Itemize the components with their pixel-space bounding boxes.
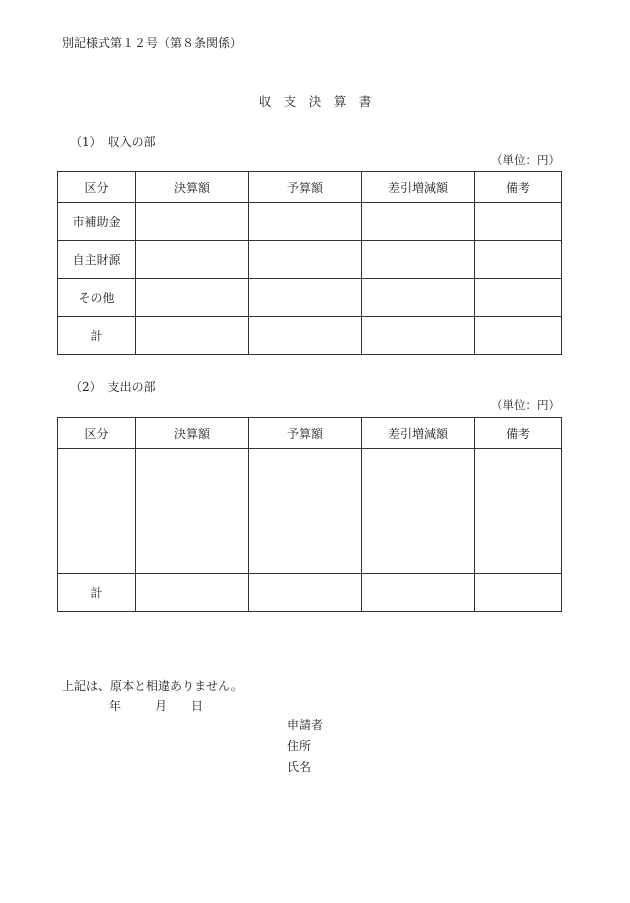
table-cell xyxy=(362,241,475,279)
table-cell xyxy=(249,203,362,241)
table-row xyxy=(58,241,562,279)
date-line xyxy=(109,700,203,712)
table-cell xyxy=(362,203,475,241)
expense-header-row xyxy=(58,418,562,449)
income-row-label: 市補助金 xyxy=(58,203,136,241)
table-cell xyxy=(136,574,249,612)
expense-header-category: 区分 xyxy=(58,418,136,449)
table-cell xyxy=(249,279,362,317)
income-row-label: その他 xyxy=(58,279,136,317)
table-cell xyxy=(362,279,475,317)
certification-statement: 上記は、原本と相違ありません。 xyxy=(62,679,243,693)
table-cell xyxy=(362,574,475,612)
date-year-label: 年 xyxy=(109,699,122,713)
income-table xyxy=(57,171,562,355)
income-header-category: 区分 xyxy=(58,172,136,203)
income-header-row xyxy=(58,172,562,203)
income-header-difference: 差引増減額 xyxy=(362,172,475,203)
table-cell xyxy=(475,203,562,241)
table-cell xyxy=(249,449,362,574)
table-cell xyxy=(362,449,475,574)
table-cell xyxy=(249,317,362,355)
table-cell xyxy=(362,317,475,355)
expense-header-settled-amount: 決算額 xyxy=(136,418,249,449)
table-cell xyxy=(136,279,249,317)
expense-section-heading: （2） 支出の部 xyxy=(70,380,156,394)
applicant-name-label: 氏名 xyxy=(287,760,312,774)
expense-total-label: 計 xyxy=(58,574,136,612)
expense-header-difference: 差引増減額 xyxy=(362,418,475,449)
form-number: 別記様式第１２号（第８条関係） xyxy=(62,36,243,50)
income-header-budget-amount: 予算額 xyxy=(249,172,362,203)
table-cell xyxy=(249,241,362,279)
table-cell xyxy=(136,241,249,279)
table-cell xyxy=(136,449,249,574)
income-section-heading: （1） 収入の部 xyxy=(70,135,156,149)
table-row xyxy=(58,574,562,612)
income-header-settled-amount: 決算額 xyxy=(136,172,249,203)
expense-header-budget-amount: 予算額 xyxy=(249,418,362,449)
table-cell xyxy=(249,574,362,612)
applicant-address-label: 住所 xyxy=(287,739,312,753)
table-row xyxy=(58,203,562,241)
date-day-label: 日 xyxy=(191,699,204,713)
table-row xyxy=(58,317,562,355)
income-unit-label: （単位：円） xyxy=(491,153,560,167)
table-cell xyxy=(136,317,249,355)
table-cell xyxy=(58,449,136,574)
applicant-label: 申請者 xyxy=(287,718,324,732)
table-cell xyxy=(475,449,562,574)
table-row xyxy=(58,449,562,574)
expense-unit-label: （単位：円） xyxy=(491,398,560,412)
expense-header-remarks: 備考 xyxy=(475,418,562,449)
table-cell xyxy=(475,279,562,317)
document-title: 収 支 決 算 書 xyxy=(258,94,372,109)
income-row-label: 自主財源 xyxy=(58,241,136,279)
date-month-label: 月 xyxy=(155,699,168,713)
table-cell xyxy=(136,203,249,241)
table-cell xyxy=(475,241,562,279)
table-cell xyxy=(475,317,562,355)
income-header-remarks: 備考 xyxy=(475,172,562,203)
income-total-label: 計 xyxy=(58,317,136,355)
table-row xyxy=(58,279,562,317)
table-cell xyxy=(475,574,562,612)
expense-table xyxy=(57,417,562,612)
